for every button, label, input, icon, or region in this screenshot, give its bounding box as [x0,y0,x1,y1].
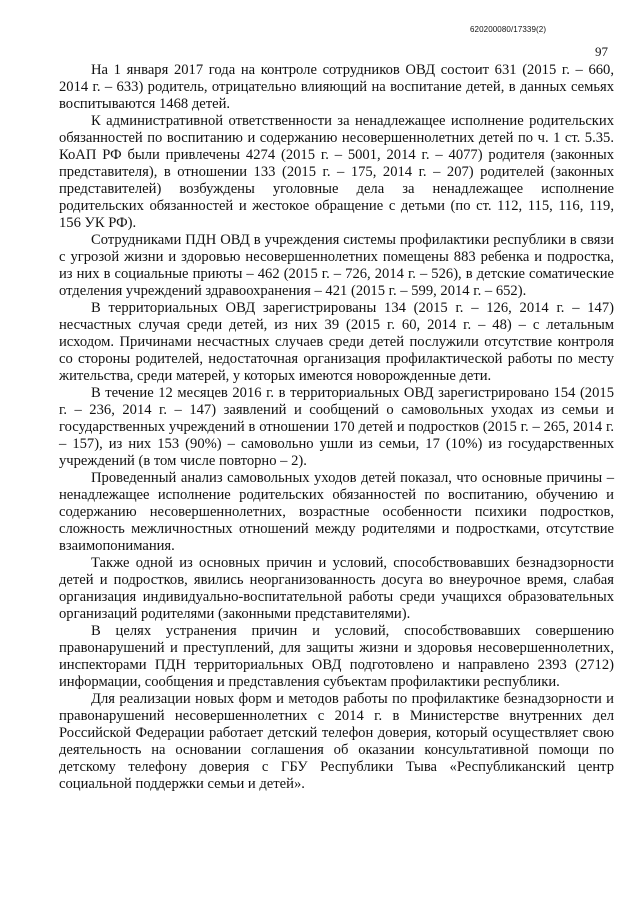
paragraph: В целях устранения причин и условий, способствовавших совершению правонарушений и преступлений, для защиты жизни и здоровья несовершеннолетних, инспекторами ПДН территориальных ОВД подготовлено и направлено 2393 (2712) информации, сообщения и представления субъектам профилактики республики. [59,623,614,690]
paragraph: В течение 12 месяцев 2016 г. в территориальных ОВД зарегистрировано 154 (2015 г. – 236, 2014 г. – 147) заявлений и сообщений о самовольных уходах из семьи и государственных учреждений в отношении 170 детей и подростков (2015 г. – 265, 2014 г. – 157), из них 153 (90%) – самовольно ушли из семьи, 17 (10%) из государственных учреждений (в том числе повторно – 2). [59,385,614,469]
paragraph: Также одной из основных причин и условий, способствовавших безнадзорности детей и подростков, явились неорганизованность досуга во внеурочное время, слабая организация индивидуально-воспитательной работы среди учащихся образовательных организаций родителями (законными представителями). [59,555,614,622]
page-number: 97 [595,44,608,59]
paragraph: К административной ответственности за ненадлежащее исполнение родительских обязанностей по воспитанию и содержанию несовершеннолетних детей по ч. 1 ст. 5.35. КоАП РФ были привлечены 4274 (2015 г. – 5001, 2014 г. – 4077) родителя (законных представителя), в отношении 133 (2015 г. – 175, 2014 г. – 207) родителей (законных представителей) возбуждены уголовные дела за ненадлежащее исполнение родительских обязанностей и жестокое обращение с детьми (по ст. 112, 115, 116, 119, 156 УК РФ). [59,113,614,231]
document-body [59,62,614,793]
paragraph: Для реализации новых форм и методов работы по профилактике безнадзорности и правонарушений несовершеннолетних с 2014 г. в Министерстве внутренних дел Российской Федерации работает детский телефон доверия, который осуществляет свою деятельность на основании соглашения об оказании консультативной помощи по детскому телефону доверия с ГБУ Республики Тыва «Республиканский центр социальной поддержки семьи и детей». [59,691,614,792]
paragraph: В территориальных ОВД зарегистрированы 134 (2015 г. – 126, 2014 г. – 147) несчастных случая среди детей, из них 39 (2015 г. 60, 2014 г. – 48) – с летальным исходом. Причинами несчастных случаев среди детей послужили отсутствие контроля со стороны родителей, недостаточная организация профилактической работы по месту жительства, среди матерей, у которых имеются новорожденные дети. [59,300,614,384]
paragraph: На 1 января 2017 года на контроле сотрудников ОВД состоит 631 (2015 г. – 660, 2014 г. – 633) родитель, отрицательно влияющий на воспитание детей, в данных семьях воспитываются 1468 детей. [59,62,614,112]
document-id: 620200080/17339(2) [470,25,547,34]
paragraph: Сотрудниками ПДН ОВД в учреждения системы профилактики республики в связи с угрозой жизни и здоровью несовершеннолетних помещены 883 ребенка и подростка, из них в социальные приюты – 462 (2015 г. – 726, 2014 г. – 526), в детские соматические отделения учреждений здравоохранения – 421 (2015 г. – 599, 2014 г. – 652). [59,232,614,299]
paragraph: Проведенный анализ самовольных уходов детей показал, что основные причины – ненадлежащее исполнение родительских обязанностей по воспитанию, обучению и содержанию несовершеннолетних, возрастные особенности психики подростков, сложность межличностных отношений между родителями и подростками, отсутствие взаимопонимания. [59,470,614,554]
